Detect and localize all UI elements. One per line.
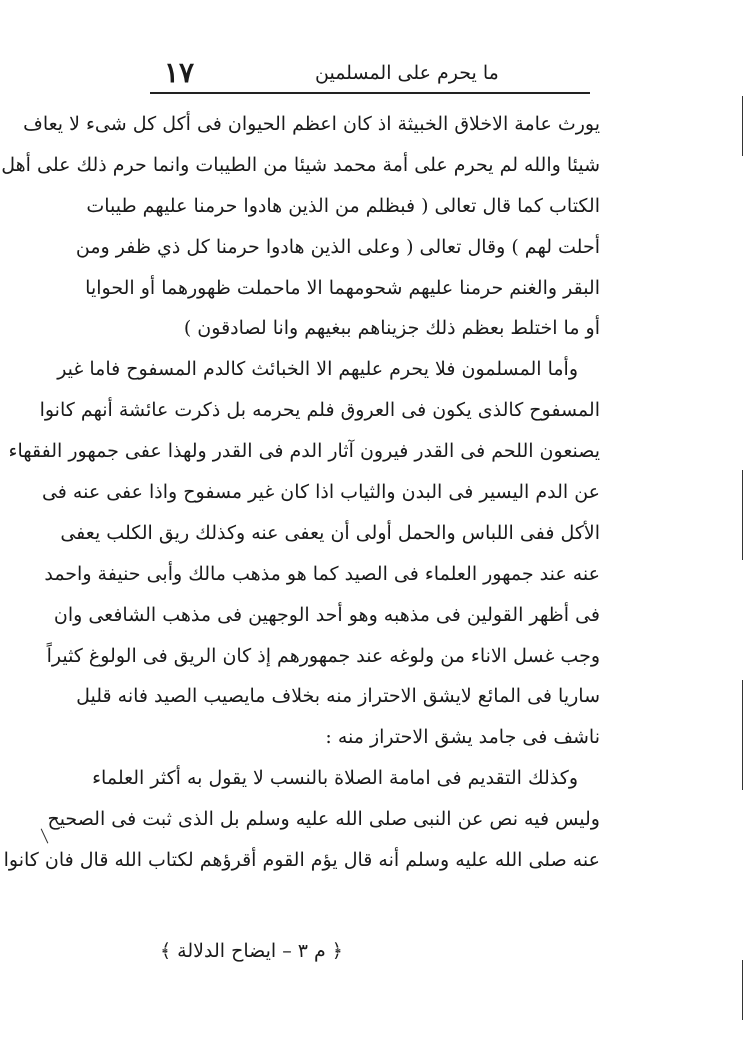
text-line: ساريا فى المائع لايشق الاحتراز منه بخلاف مايصيب الصيد فانه قليل <box>76 685 600 708</box>
text-line: ناشف فى جامد يشق الاحتراز منه : <box>325 726 600 749</box>
text-line: وليس فيه نص عن النبى صلى الله عليه وسلم بل الذى ثبت فى الصحيح <box>47 808 600 831</box>
text-line: المسفوح كالذى يكون فى العروق فلم يحرمه بل ذكرت عائشة أنهم كانوا <box>39 399 600 422</box>
text-line: يصنعون اللحم فى القدر فيرون آثار الدم فى القدر ولهذا عفى جمهور الفقهاء <box>8 440 600 463</box>
margin-mark <box>742 470 743 560</box>
text-line: عنه عند جمهور العلماء فى الصيد كما هو مذهب مالك وأبى حنيفة واحمد <box>44 562 600 585</box>
running-title: ما يحرم على المسلمين <box>315 62 499 84</box>
text-line: الأكل ففى اللباس والحمل أولى أن يعفى عنه وكذلك ريق الكلب يعفى <box>60 521 600 544</box>
text-line: وكذلك التقديم فى امامة الصلاة بالنسب لا يقول به أكثر العلماء <box>92 767 578 790</box>
text-line: وجب غسل الاناء من ولوغه عند جمهورهم إذ كان الريق فى الولوغ كثيراً <box>46 644 600 667</box>
margin-mark <box>742 960 743 1020</box>
page-header <box>150 52 590 92</box>
text-line: البقر والغنم حرمنا عليهم شحومهما الا ماحملت ظهورهما أو الحوايا <box>85 276 600 299</box>
text-line: عنه صلى الله عليه وسلم أنه قال يؤم القوم أقرؤهم لكتاب الله قال فان كانوا <box>3 849 600 872</box>
header-rule <box>150 92 590 94</box>
text-line: عن الدم اليسير فى البدن والثياب اذا كان غير مسفوح واذا عفى عنه فى <box>41 481 600 504</box>
text-line: فى أظهر القولين فى مذهبه وهو أحد الوجهين فى مذهب الشافعى وان <box>53 603 600 626</box>
margin-mark <box>742 680 743 790</box>
page-number: ١٧ <box>164 56 195 89</box>
text-line: يورث عامة الاخلاق الخبيثة اذ كان اعظم الحيوان فى أكل كل شىء لا يعاف <box>23 113 600 135</box>
margin-mark <box>742 96 743 156</box>
text-line: أو ما اختلط بعظم ذلك جزيناهم ببغيهم وانا لصادقون ) <box>183 317 600 340</box>
text-line: الكتاب كما قال تعالى ( فبظلم من الذين هادوا حرمنا عليهم طيبات <box>86 194 600 217</box>
body-text <box>1 104 600 881</box>
text-line: شيئا والله لم يحرم على أمة محمد شيئا من الطيبات وانما حرم ذلك على أهل <box>1 153 600 176</box>
signature-mark: ﴿ م ٣ – ايضاح الدلالة ﴾ <box>160 940 343 962</box>
text-line: وأما المسلمون فلا يحرم عليهم الا الخبائث كالدم المسفوح فاما غير <box>57 358 578 381</box>
text-line: أحلت لهم ) وقال تعالى ( وعلى الذين هادوا حرمنا كل ذي ظفر ومن <box>75 235 600 258</box>
